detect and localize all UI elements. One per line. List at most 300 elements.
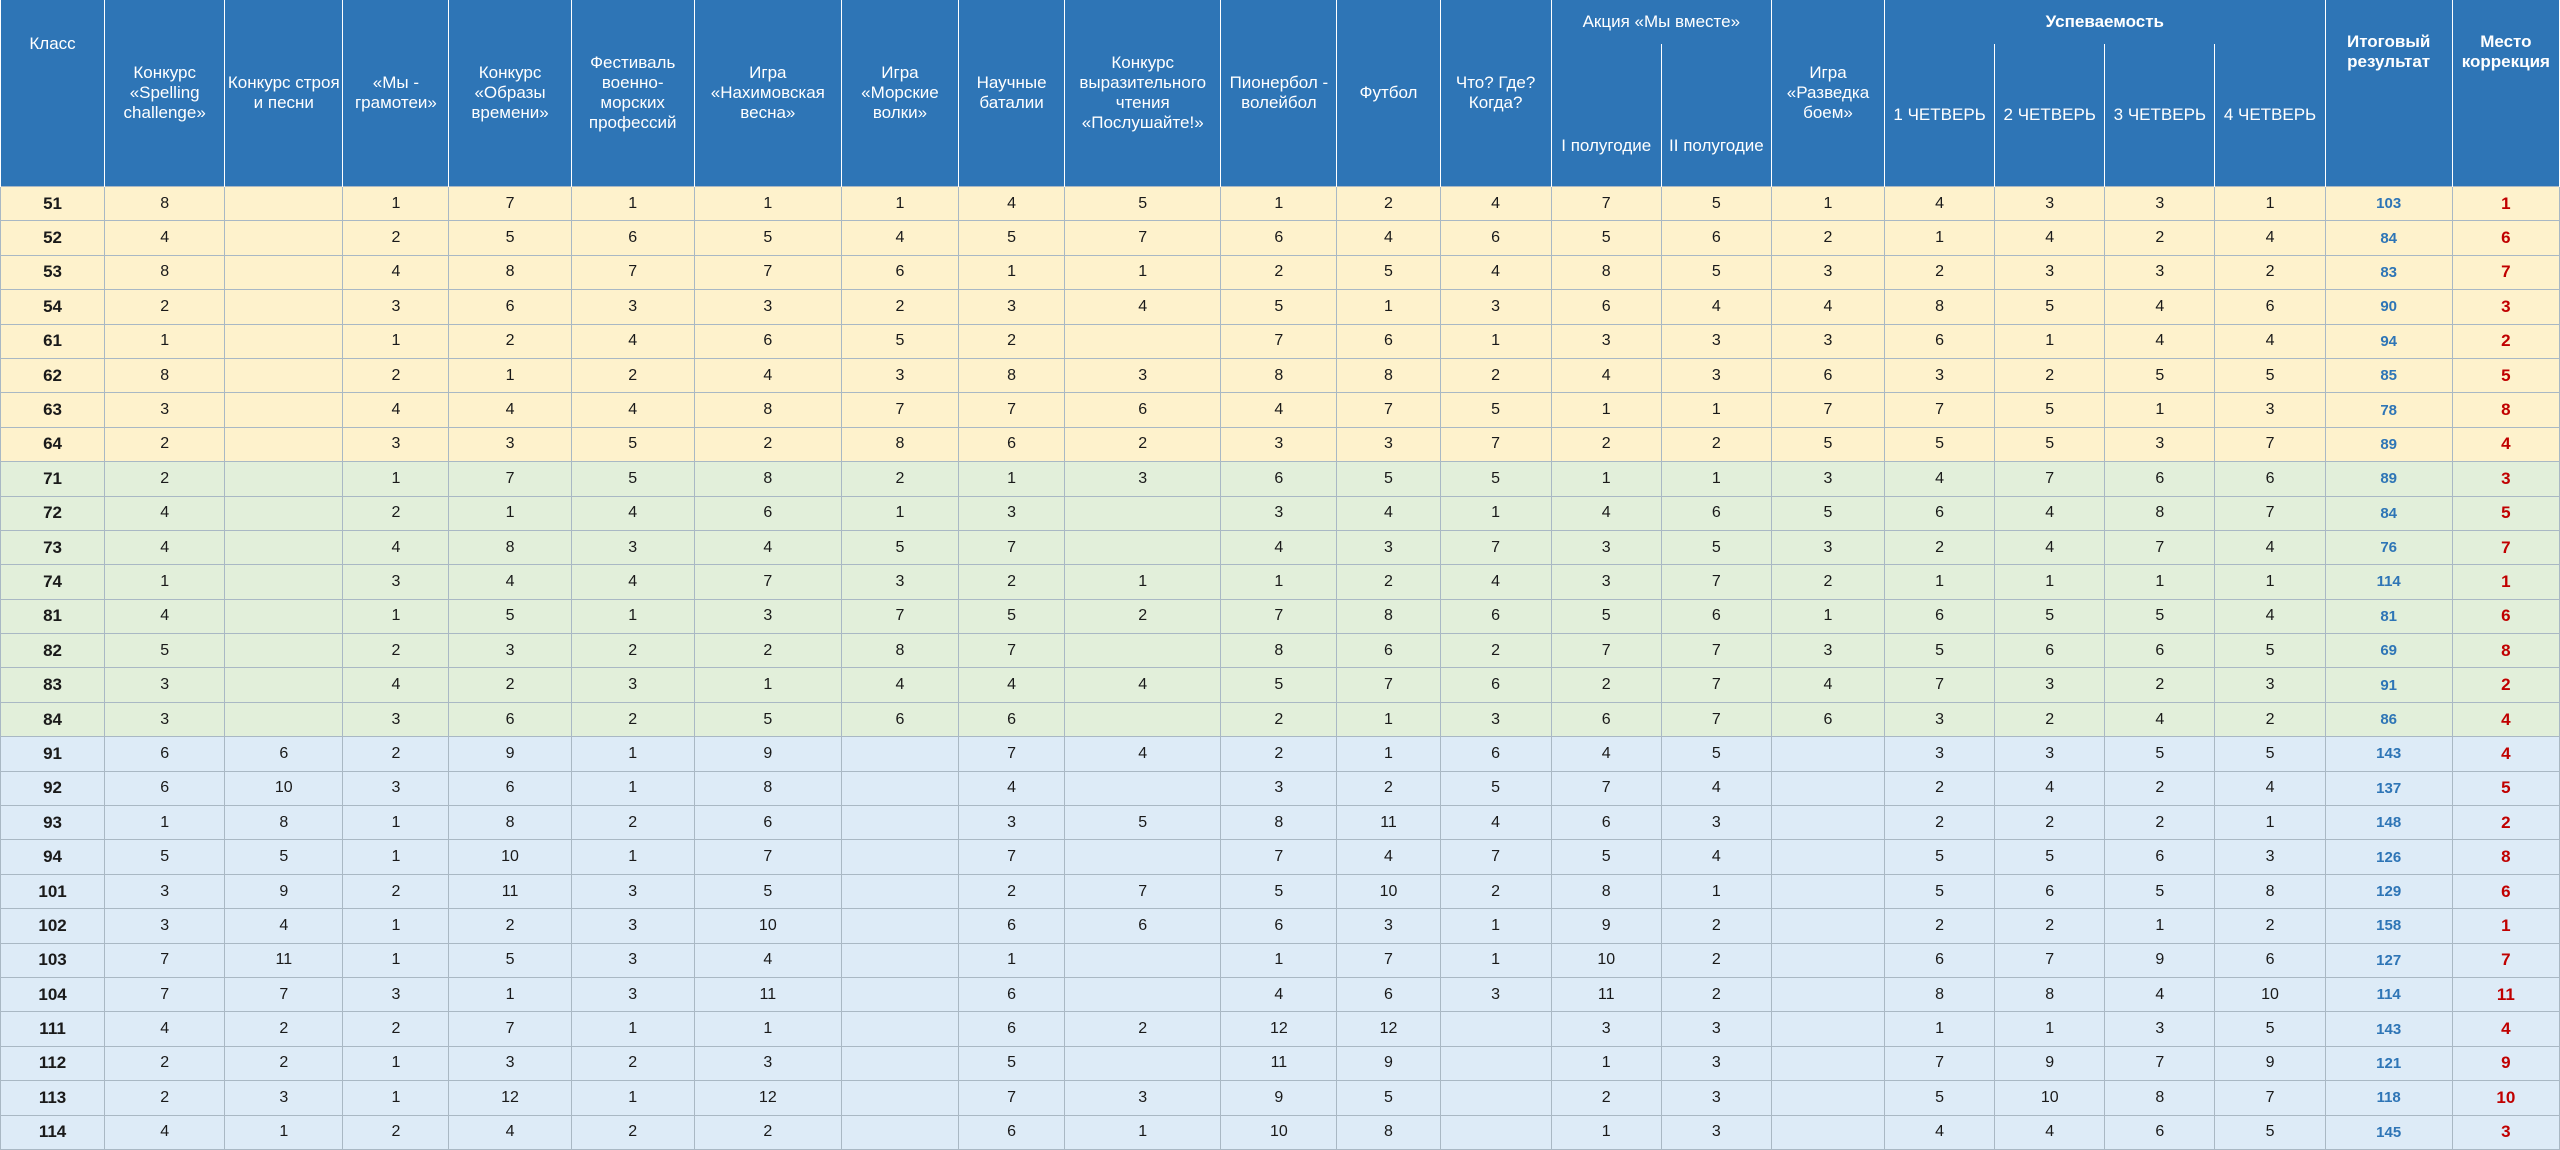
score-cell: 7: [841, 393, 958, 427]
place-cell: 4: [2452, 427, 2559, 461]
table-row: [1, 290, 2560, 324]
score-cell: 2: [1995, 909, 2105, 943]
score-cell: 8: [225, 806, 343, 840]
score-cell: 7: [449, 187, 571, 221]
score-cell: 6: [449, 702, 571, 736]
score-cell: 3: [1661, 358, 1771, 392]
score-cell: 3: [1440, 977, 1551, 1011]
score-cell: 3: [1440, 702, 1551, 736]
score-cell: 6: [694, 324, 841, 358]
header-q2: 2 ЧЕТВЕРЬ: [1995, 44, 2105, 187]
class-cell: 112: [1, 1046, 105, 1080]
score-cell: 1: [105, 806, 225, 840]
table-row: [1, 496, 2560, 530]
score-cell: 7: [841, 599, 958, 633]
score-cell: 5: [1065, 187, 1221, 221]
header-uspevaemost: Успеваемость: [1885, 0, 2326, 44]
score-cell: 1: [225, 1115, 343, 1149]
table-row: [1, 634, 2560, 668]
score-cell: 6: [2105, 634, 2215, 668]
score-cell: 4: [959, 187, 1065, 221]
score-cell: 7: [959, 530, 1065, 564]
header-stroy: Конкурс строя и песни: [225, 0, 343, 187]
score-cell: 8: [2215, 874, 2325, 908]
table-header: [1, 0, 2560, 187]
score-cell: 7: [1440, 530, 1551, 564]
score-cell: [1065, 943, 1221, 977]
score-cell: 6: [1440, 737, 1551, 771]
place-cell: 6: [2452, 874, 2559, 908]
score-cell: [1771, 1046, 1884, 1080]
score-cell: 5: [1995, 427, 2105, 461]
score-cell: 1: [1221, 565, 1337, 599]
score-cell: 5: [1221, 874, 1337, 908]
score-cell: 6: [1771, 702, 1884, 736]
score-cell: [1771, 977, 1884, 1011]
score-cell: 7: [225, 977, 343, 1011]
score-cell: 8: [1885, 977, 1995, 1011]
score-cell: 4: [2215, 221, 2325, 255]
score-cell: 2: [1337, 565, 1440, 599]
score-cell: 4: [694, 530, 841, 564]
score-cell: 6: [1885, 943, 1995, 977]
score-cell: 12: [449, 1081, 571, 1115]
score-cell: 2: [2105, 221, 2215, 255]
score-cell: 3: [105, 668, 225, 702]
score-cell: 2: [343, 1012, 449, 1046]
place-cell: 2: [2452, 806, 2559, 840]
score-cell: 5: [1440, 462, 1551, 496]
total-cell: 84: [2325, 496, 2452, 530]
score-cell: 2: [571, 634, 694, 668]
score-cell: 6: [2105, 840, 2215, 874]
score-cell: 2: [1221, 702, 1337, 736]
score-cell: [1065, 771, 1221, 805]
score-cell: 3: [1771, 255, 1884, 289]
score-cell: 4: [1065, 290, 1221, 324]
score-cell: 5: [105, 840, 225, 874]
score-cell: 1: [1065, 565, 1221, 599]
total-cell: 114: [2325, 565, 2452, 599]
score-cell: 8: [2105, 496, 2215, 530]
score-cell: 5: [449, 599, 571, 633]
score-cell: 11: [1221, 1046, 1337, 1080]
score-cell: 11: [449, 874, 571, 908]
score-cell: [841, 874, 958, 908]
score-cell: [841, 1012, 958, 1046]
score-cell: 3: [571, 530, 694, 564]
score-cell: 2: [694, 634, 841, 668]
score-cell: 4: [1337, 840, 1440, 874]
score-cell: 3: [1885, 358, 1995, 392]
table-row: [1, 1012, 2560, 1046]
score-cell: 2: [571, 702, 694, 736]
class-cell: 64: [1, 427, 105, 461]
score-cell: 1: [2215, 187, 2325, 221]
place-cell: 4: [2452, 1012, 2559, 1046]
score-cell: 4: [343, 668, 449, 702]
score-cell: [841, 806, 958, 840]
score-cell: 3: [1440, 290, 1551, 324]
score-cell: 4: [571, 393, 694, 427]
score-cell: [1065, 840, 1221, 874]
score-cell: [225, 255, 343, 289]
score-cell: 6: [959, 1012, 1065, 1046]
score-cell: 2: [2215, 702, 2325, 736]
score-cell: [1771, 1081, 1884, 1115]
place-cell: 1: [2452, 909, 2559, 943]
score-cell: 4: [1885, 462, 1995, 496]
table-row: [1, 187, 2560, 221]
score-cell: 2: [2215, 909, 2325, 943]
score-cell: 6: [2105, 462, 2215, 496]
score-cell: 1: [959, 462, 1065, 496]
score-cell: 3: [1995, 668, 2105, 702]
score-cell: 12: [694, 1081, 841, 1115]
score-cell: 3: [1661, 1081, 1771, 1115]
score-cell: [1440, 1081, 1551, 1115]
score-cell: [1065, 1046, 1221, 1080]
table-row: [1, 1115, 2560, 1149]
score-cell: 2: [1551, 427, 1661, 461]
score-cell: 2: [1885, 255, 1995, 289]
score-cell: 1: [1551, 462, 1661, 496]
score-cell: 3: [343, 427, 449, 461]
score-cell: 1: [343, 599, 449, 633]
score-cell: 2: [694, 1115, 841, 1149]
place-cell: 2: [2452, 324, 2559, 358]
score-cell: 7: [2215, 1081, 2325, 1115]
score-cell: 3: [343, 565, 449, 599]
score-cell: [841, 1046, 958, 1080]
score-cell: 4: [1885, 1115, 1995, 1149]
table-row: [1, 358, 2560, 392]
score-cell: 3: [105, 393, 225, 427]
score-cell: [225, 599, 343, 633]
score-cell: 5: [571, 427, 694, 461]
score-cell: 2: [105, 1081, 225, 1115]
class-cell: 104: [1, 977, 105, 1011]
score-cell: 2: [959, 874, 1065, 908]
score-cell: 3: [105, 909, 225, 943]
score-cell: 3: [1661, 806, 1771, 840]
score-cell: 4: [1771, 668, 1884, 702]
score-cell: [841, 909, 958, 943]
score-cell: 4: [2105, 977, 2215, 1011]
score-cell: 1: [1440, 909, 1551, 943]
header-gramotei: «Мы - грамотеи»: [343, 0, 449, 187]
score-cell: [225, 565, 343, 599]
score-cell: 1: [1661, 462, 1771, 496]
score-cell: 2: [1440, 358, 1551, 392]
table-row: [1, 1081, 2560, 1115]
score-cell: 6: [841, 255, 958, 289]
score-cell: 1: [1337, 290, 1440, 324]
score-cell: [1771, 874, 1884, 908]
score-cell: 11: [225, 943, 343, 977]
score-cell: 2: [449, 324, 571, 358]
table-row: [1, 840, 2560, 874]
total-cell: 126: [2325, 840, 2452, 874]
score-cell: 2: [2105, 668, 2215, 702]
score-cell: 6: [1885, 599, 1995, 633]
score-cell: 3: [1661, 1115, 1771, 1149]
score-cell: 7: [1337, 393, 1440, 427]
score-cell: 1: [449, 358, 571, 392]
score-cell: 5: [1551, 599, 1661, 633]
class-cell: 73: [1, 530, 105, 564]
score-cell: 8: [105, 255, 225, 289]
header-obrazy: Конкурс «Образы времени»: [449, 0, 571, 187]
score-cell: [1771, 771, 1884, 805]
place-cell: 11: [2452, 977, 2559, 1011]
score-cell: 3: [1661, 324, 1771, 358]
score-cell: 4: [1551, 496, 1661, 530]
score-cell: 9: [1221, 1081, 1337, 1115]
place-cell: 6: [2452, 599, 2559, 633]
score-cell: 3: [571, 290, 694, 324]
total-cell: 81: [2325, 599, 2452, 633]
total-cell: 89: [2325, 427, 2452, 461]
score-cell: 4: [1885, 187, 1995, 221]
score-cell: 5: [1551, 840, 1661, 874]
score-cell: 7: [959, 393, 1065, 427]
score-cell: 1: [571, 840, 694, 874]
score-cell: 2: [1551, 668, 1661, 702]
score-cell: 4: [2215, 530, 2325, 564]
score-cell: 3: [571, 977, 694, 1011]
score-cell: 4: [105, 530, 225, 564]
table-row: [1, 977, 2560, 1011]
score-cell: 4: [694, 358, 841, 392]
score-cell: 4: [105, 496, 225, 530]
score-cell: 3: [959, 496, 1065, 530]
total-cell: 89: [2325, 462, 2452, 496]
place-cell: 8: [2452, 393, 2559, 427]
total-cell: 91: [2325, 668, 2452, 702]
header-razvedka: Игра «Разведка боем»: [1771, 0, 1884, 187]
score-cell: 8: [841, 634, 958, 668]
score-cell: 1: [2105, 565, 2215, 599]
score-cell: [225, 393, 343, 427]
table-row: [1, 530, 2560, 564]
header-spelling: Конкурс «Spelling challenge»: [105, 0, 225, 187]
score-cell: 4: [571, 496, 694, 530]
score-cell: 9: [1551, 909, 1661, 943]
score-cell: 7: [2105, 1046, 2215, 1080]
score-cell: 6: [1065, 909, 1221, 943]
score-cell: 3: [571, 909, 694, 943]
score-cell: 10: [225, 771, 343, 805]
score-cell: 4: [449, 565, 571, 599]
score-cell: 7: [959, 634, 1065, 668]
score-cell: 7: [1440, 427, 1551, 461]
score-cell: 3: [1221, 496, 1337, 530]
header-chto-gde: Что? Где? Когда?: [1440, 0, 1551, 187]
total-cell: 78: [2325, 393, 2452, 427]
score-cell: [1440, 1012, 1551, 1046]
total-cell: 76: [2325, 530, 2452, 564]
score-cell: 1: [1661, 393, 1771, 427]
score-cell: [841, 1081, 958, 1115]
score-cell: 12: [1221, 1012, 1337, 1046]
score-cell: 3: [1771, 634, 1884, 668]
score-cell: 9: [694, 737, 841, 771]
header-akcia-2: II полугодие: [1661, 44, 1771, 187]
score-cell: 1: [1661, 874, 1771, 908]
score-cell: 1: [2215, 806, 2325, 840]
score-cell: 5: [1221, 668, 1337, 702]
score-cell: 7: [694, 255, 841, 289]
score-cell: 3: [959, 290, 1065, 324]
score-cell: [1440, 1115, 1551, 1149]
score-cell: 4: [343, 530, 449, 564]
score-cell: 2: [449, 909, 571, 943]
score-cell: 5: [1661, 530, 1771, 564]
score-cell: 4: [2215, 599, 2325, 633]
score-cell: 2: [571, 806, 694, 840]
score-cell: 5: [1995, 290, 2105, 324]
score-cell: 1: [1885, 565, 1995, 599]
score-cell: [225, 530, 343, 564]
score-cell: 4: [1661, 290, 1771, 324]
score-cell: 5: [959, 1046, 1065, 1080]
place-cell: 5: [2452, 358, 2559, 392]
score-cell: 7: [959, 1081, 1065, 1115]
score-cell: 4: [343, 393, 449, 427]
score-cell: 7: [959, 737, 1065, 771]
score-cell: 6: [1551, 806, 1661, 840]
score-cell: 6: [1551, 290, 1661, 324]
score-cell: [225, 290, 343, 324]
score-cell: 3: [1551, 565, 1661, 599]
score-cell: 2: [225, 1046, 343, 1080]
score-cell: 5: [571, 462, 694, 496]
score-cell: 6: [959, 977, 1065, 1011]
score-cell: 4: [225, 909, 343, 943]
score-cell: 5: [105, 634, 225, 668]
table-row: [1, 771, 2560, 805]
score-cell: 3: [105, 874, 225, 908]
score-cell: 11: [1551, 977, 1661, 1011]
place-cell: 3: [2452, 290, 2559, 324]
score-cell: [225, 324, 343, 358]
score-cell: 5: [2215, 1012, 2325, 1046]
class-cell: 94: [1, 840, 105, 874]
table-row: [1, 1046, 2560, 1080]
place-cell: 6: [2452, 221, 2559, 255]
score-cell: 3: [694, 1046, 841, 1080]
score-cell: 1: [959, 943, 1065, 977]
score-cell: 8: [1995, 977, 2105, 1011]
score-cell: 3: [1337, 909, 1440, 943]
score-cell: 7: [2105, 530, 2215, 564]
score-cell: 5: [225, 840, 343, 874]
score-cell: 2: [571, 1115, 694, 1149]
total-cell: 90: [2325, 290, 2452, 324]
total-cell: 94: [2325, 324, 2452, 358]
score-cell: 4: [571, 324, 694, 358]
score-cell: 1: [105, 324, 225, 358]
header-futbol: Футбол: [1337, 0, 1440, 187]
class-cell: 114: [1, 1115, 105, 1149]
score-cell: 6: [1771, 358, 1884, 392]
score-cell: 2: [1771, 221, 1884, 255]
score-cell: 1: [2105, 909, 2215, 943]
score-cell: 2: [1661, 943, 1771, 977]
score-cell: 7: [1885, 1046, 1995, 1080]
score-cell: 4: [2105, 324, 2215, 358]
table-row: [1, 668, 2560, 702]
total-cell: 143: [2325, 1012, 2452, 1046]
score-cell: 1: [571, 187, 694, 221]
score-cell: 2: [1661, 977, 1771, 1011]
score-cell: 3: [571, 943, 694, 977]
score-cell: 2: [1440, 874, 1551, 908]
score-cell: 3: [1065, 462, 1221, 496]
table-row: [1, 462, 2560, 496]
header-pionerbol: Пионербол - волейбол: [1221, 0, 1337, 187]
score-cell: 5: [1771, 427, 1884, 461]
class-cell: 61: [1, 324, 105, 358]
score-cell: 4: [1995, 1115, 2105, 1149]
score-cell: 4: [105, 1115, 225, 1149]
score-cell: 3: [1337, 530, 1440, 564]
score-cell: 8: [1337, 1115, 1440, 1149]
header-festival: Фестиваль военно-морских профессий: [571, 0, 694, 187]
score-cell: 4: [1337, 496, 1440, 530]
score-cell: 8: [1337, 358, 1440, 392]
score-cell: 7: [1661, 634, 1771, 668]
score-cell: 5: [1661, 255, 1771, 289]
score-cell: 3: [449, 1046, 571, 1080]
score-cell: 7: [2215, 427, 2325, 461]
score-cell: 2: [959, 324, 1065, 358]
score-cell: 1: [343, 909, 449, 943]
class-cell: 111: [1, 1012, 105, 1046]
score-cell: [1065, 977, 1221, 1011]
score-cell: 3: [2105, 255, 2215, 289]
score-cell: 3: [841, 358, 958, 392]
place-cell: 5: [2452, 496, 2559, 530]
class-cell: 103: [1, 943, 105, 977]
table-row: [1, 599, 2560, 633]
score-cell: 3: [841, 565, 958, 599]
score-cell: 2: [343, 496, 449, 530]
score-cell: 4: [1221, 530, 1337, 564]
class-cell: 51: [1, 187, 105, 221]
score-cell: 5: [1885, 427, 1995, 461]
score-cell: [225, 462, 343, 496]
score-cell: 4: [571, 565, 694, 599]
score-cell: 2: [841, 462, 958, 496]
score-cell: 1: [694, 1012, 841, 1046]
class-cell: 91: [1, 737, 105, 771]
score-cell: 7: [1337, 943, 1440, 977]
score-cell: 3: [2215, 668, 2325, 702]
header-volki: Игра «Морские волки»: [841, 0, 958, 187]
score-cell: 1: [694, 187, 841, 221]
score-cell: 8: [1221, 634, 1337, 668]
score-cell: 3: [343, 771, 449, 805]
score-cell: [225, 496, 343, 530]
score-cell: 5: [2215, 1115, 2325, 1149]
score-cell: [225, 358, 343, 392]
score-cell: 2: [449, 668, 571, 702]
score-cell: 2: [2105, 771, 2215, 805]
score-cell: 1: [343, 1046, 449, 1080]
score-cell: 4: [1995, 771, 2105, 805]
